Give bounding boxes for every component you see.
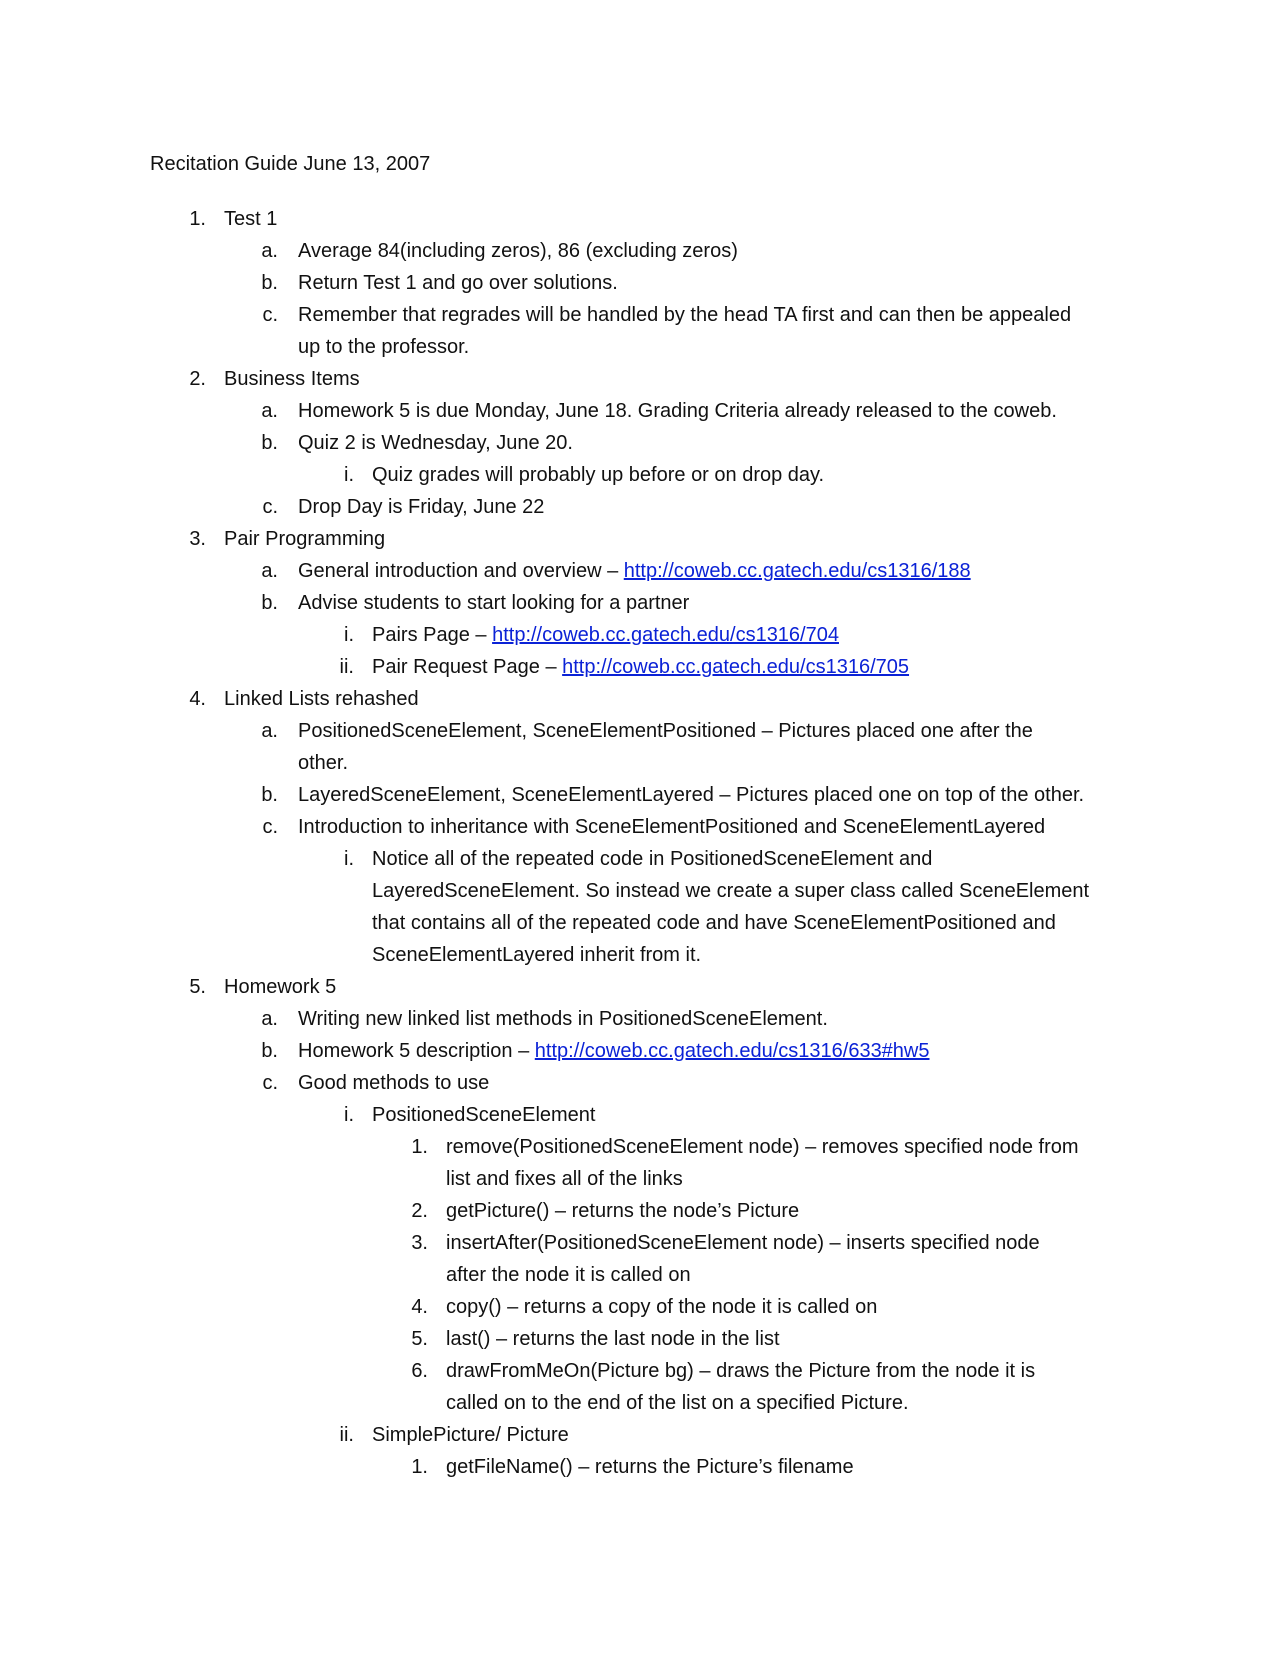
- list-item-text: Advise students to start looking for a partner: [298, 592, 690, 614]
- list-item-text: LayeredSceneElement. So instead we create a super class called SceneElement: [372, 880, 1090, 902]
- pair-request-page-link[interactable]: http://coweb.cc.gatech.edu/cs1316/705: [562, 656, 910, 678]
- list-marker: a.: [261, 1008, 278, 1030]
- list-marker: i.: [344, 624, 354, 646]
- list-marker: a.: [261, 240, 278, 262]
- list-item-label: Homework 5 description –: [298, 1040, 535, 1062]
- list-item-text: after the node it is called on: [446, 1264, 691, 1286]
- list-marker: 6.: [411, 1360, 428, 1382]
- list-item-text: Writing new linked list methods in PositionedSceneElement.: [298, 1008, 828, 1030]
- list-number: 2.: [189, 368, 206, 390]
- list-marker: 3.: [411, 1232, 428, 1254]
- list-marker: c.: [262, 496, 278, 518]
- list-marker: b.: [261, 272, 278, 294]
- list-item-text: PositionedSceneElement, SceneElementPositioned – Pictures placed one after the: [298, 720, 1033, 742]
- list-item-text: Good methods to use: [298, 1072, 490, 1094]
- list-marker: 4.: [411, 1296, 428, 1318]
- list-marker: ii.: [339, 1424, 354, 1446]
- section-heading: Homework 5: [224, 976, 337, 998]
- list-item-text: Average 84(including zeros), 86 (excluding zeros): [298, 240, 738, 262]
- list-item-text: [372, 619, 839, 651]
- list-marker: b.: [261, 432, 278, 454]
- pairs-page-link[interactable]: http://coweb.cc.gatech.edu/cs1316/704: [492, 624, 839, 646]
- section-heading: Test 1: [224, 208, 278, 230]
- list-item-text: Quiz 2 is Wednesday, June 20.: [298, 432, 573, 454]
- list-item-text: Notice all of the repeated code in PositionedSceneElement and: [372, 848, 933, 870]
- list-item-text: Introduction to inheritance with SceneElementPositioned and SceneElementLayered: [298, 816, 1046, 838]
- list-number: 1.: [189, 208, 206, 230]
- list-item-text: remove(PositionedSceneElement node) – removes specified node from: [446, 1136, 1079, 1158]
- list-item-text: LayeredSceneElement, SceneElementLayered – Pictures placed one on top of the other.: [298, 784, 1085, 806]
- list-marker: i.: [344, 1104, 354, 1126]
- list-marker: a.: [261, 720, 278, 742]
- list-item-text: SimplePicture/ Picture: [372, 1424, 569, 1446]
- list-marker: b.: [261, 784, 278, 806]
- list-item-text: copy() – returns a copy of the node it is called on: [446, 1296, 878, 1318]
- list-marker: c.: [262, 1072, 278, 1094]
- list-marker: ii.: [339, 656, 354, 678]
- list-item-label: Pair Request Page –: [372, 656, 563, 678]
- list-item-text: Return Test 1 and go over solutions.: [298, 272, 618, 294]
- list-item-text: drawFromMeOn(Picture bg) – draws the Picture from the node it is: [446, 1360, 1036, 1382]
- list-marker: b.: [261, 1040, 278, 1062]
- list-item-text: getPicture() – returns the node’s Picture: [446, 1200, 800, 1222]
- section-heading: Pair Programming: [224, 528, 386, 550]
- list-item-text: that contains all of the repeated code and have SceneElementPositioned and: [372, 912, 1056, 934]
- list-item-label: Pairs Page –: [372, 624, 493, 646]
- list-item-text: PositionedSceneElement: [372, 1104, 596, 1126]
- section-heading: Linked Lists rehashed: [224, 688, 419, 710]
- list-item-label: General introduction and overview –: [298, 560, 624, 582]
- list-number: 5.: [189, 976, 206, 998]
- overview-link[interactable]: http://coweb.cc.gatech.edu/cs1316/188: [623, 560, 971, 582]
- list-item-text: insertAfter(PositionedSceneElement node) – inserts specified node: [446, 1232, 1040, 1254]
- section-heading: Business Items: [224, 368, 360, 390]
- list-item-text: getFileName() – returns the Picture’s filename: [446, 1456, 854, 1478]
- list-marker: a.: [261, 560, 278, 582]
- list-marker: i.: [344, 848, 354, 870]
- list-marker: 2.: [411, 1200, 428, 1222]
- list-number: 4.: [189, 688, 206, 710]
- list-item-text: called on to the end of the list on a specified Picture.: [446, 1392, 909, 1414]
- list-item-text: Homework 5 is due Monday, June 18. Grading Criteria already released to the coweb.: [298, 400, 1057, 422]
- list-item-text: SceneElementLayered inherit from it.: [372, 944, 702, 966]
- list-marker: i.: [344, 464, 354, 486]
- list-item-text: [372, 651, 909, 683]
- homework-5-description-link[interactable]: http://coweb.cc.gatech.edu/cs1316/633#hw5: [534, 1040, 930, 1062]
- list-marker: 1.: [411, 1456, 428, 1478]
- list-item-text: up to the professor.: [298, 336, 470, 358]
- list-marker: a.: [261, 400, 278, 422]
- list-item-text: Quiz grades will probably up before or on drop day.: [372, 464, 825, 486]
- list-item-text: Remember that regrades will be handled by the head TA first and can then be appealed: [298, 304, 1072, 326]
- list-marker: c.: [262, 304, 278, 326]
- document-title: Recitation Guide June 13, 2007: [150, 153, 431, 175]
- list-item-text: last() – returns the last node in the list: [446, 1328, 780, 1350]
- list-marker: 1.: [411, 1136, 428, 1158]
- list-marker: b.: [261, 592, 278, 614]
- list-marker: 5.: [411, 1328, 428, 1350]
- list-item-text: [298, 1035, 930, 1067]
- list-item-text: other.: [298, 752, 349, 774]
- list-item-text: Drop Day is Friday, June 22: [298, 496, 545, 518]
- list-number: 3.: [189, 528, 206, 550]
- list-item-text: [298, 555, 971, 587]
- list-item-text: list and fixes all of the links: [446, 1168, 683, 1190]
- list-marker: c.: [262, 816, 278, 838]
